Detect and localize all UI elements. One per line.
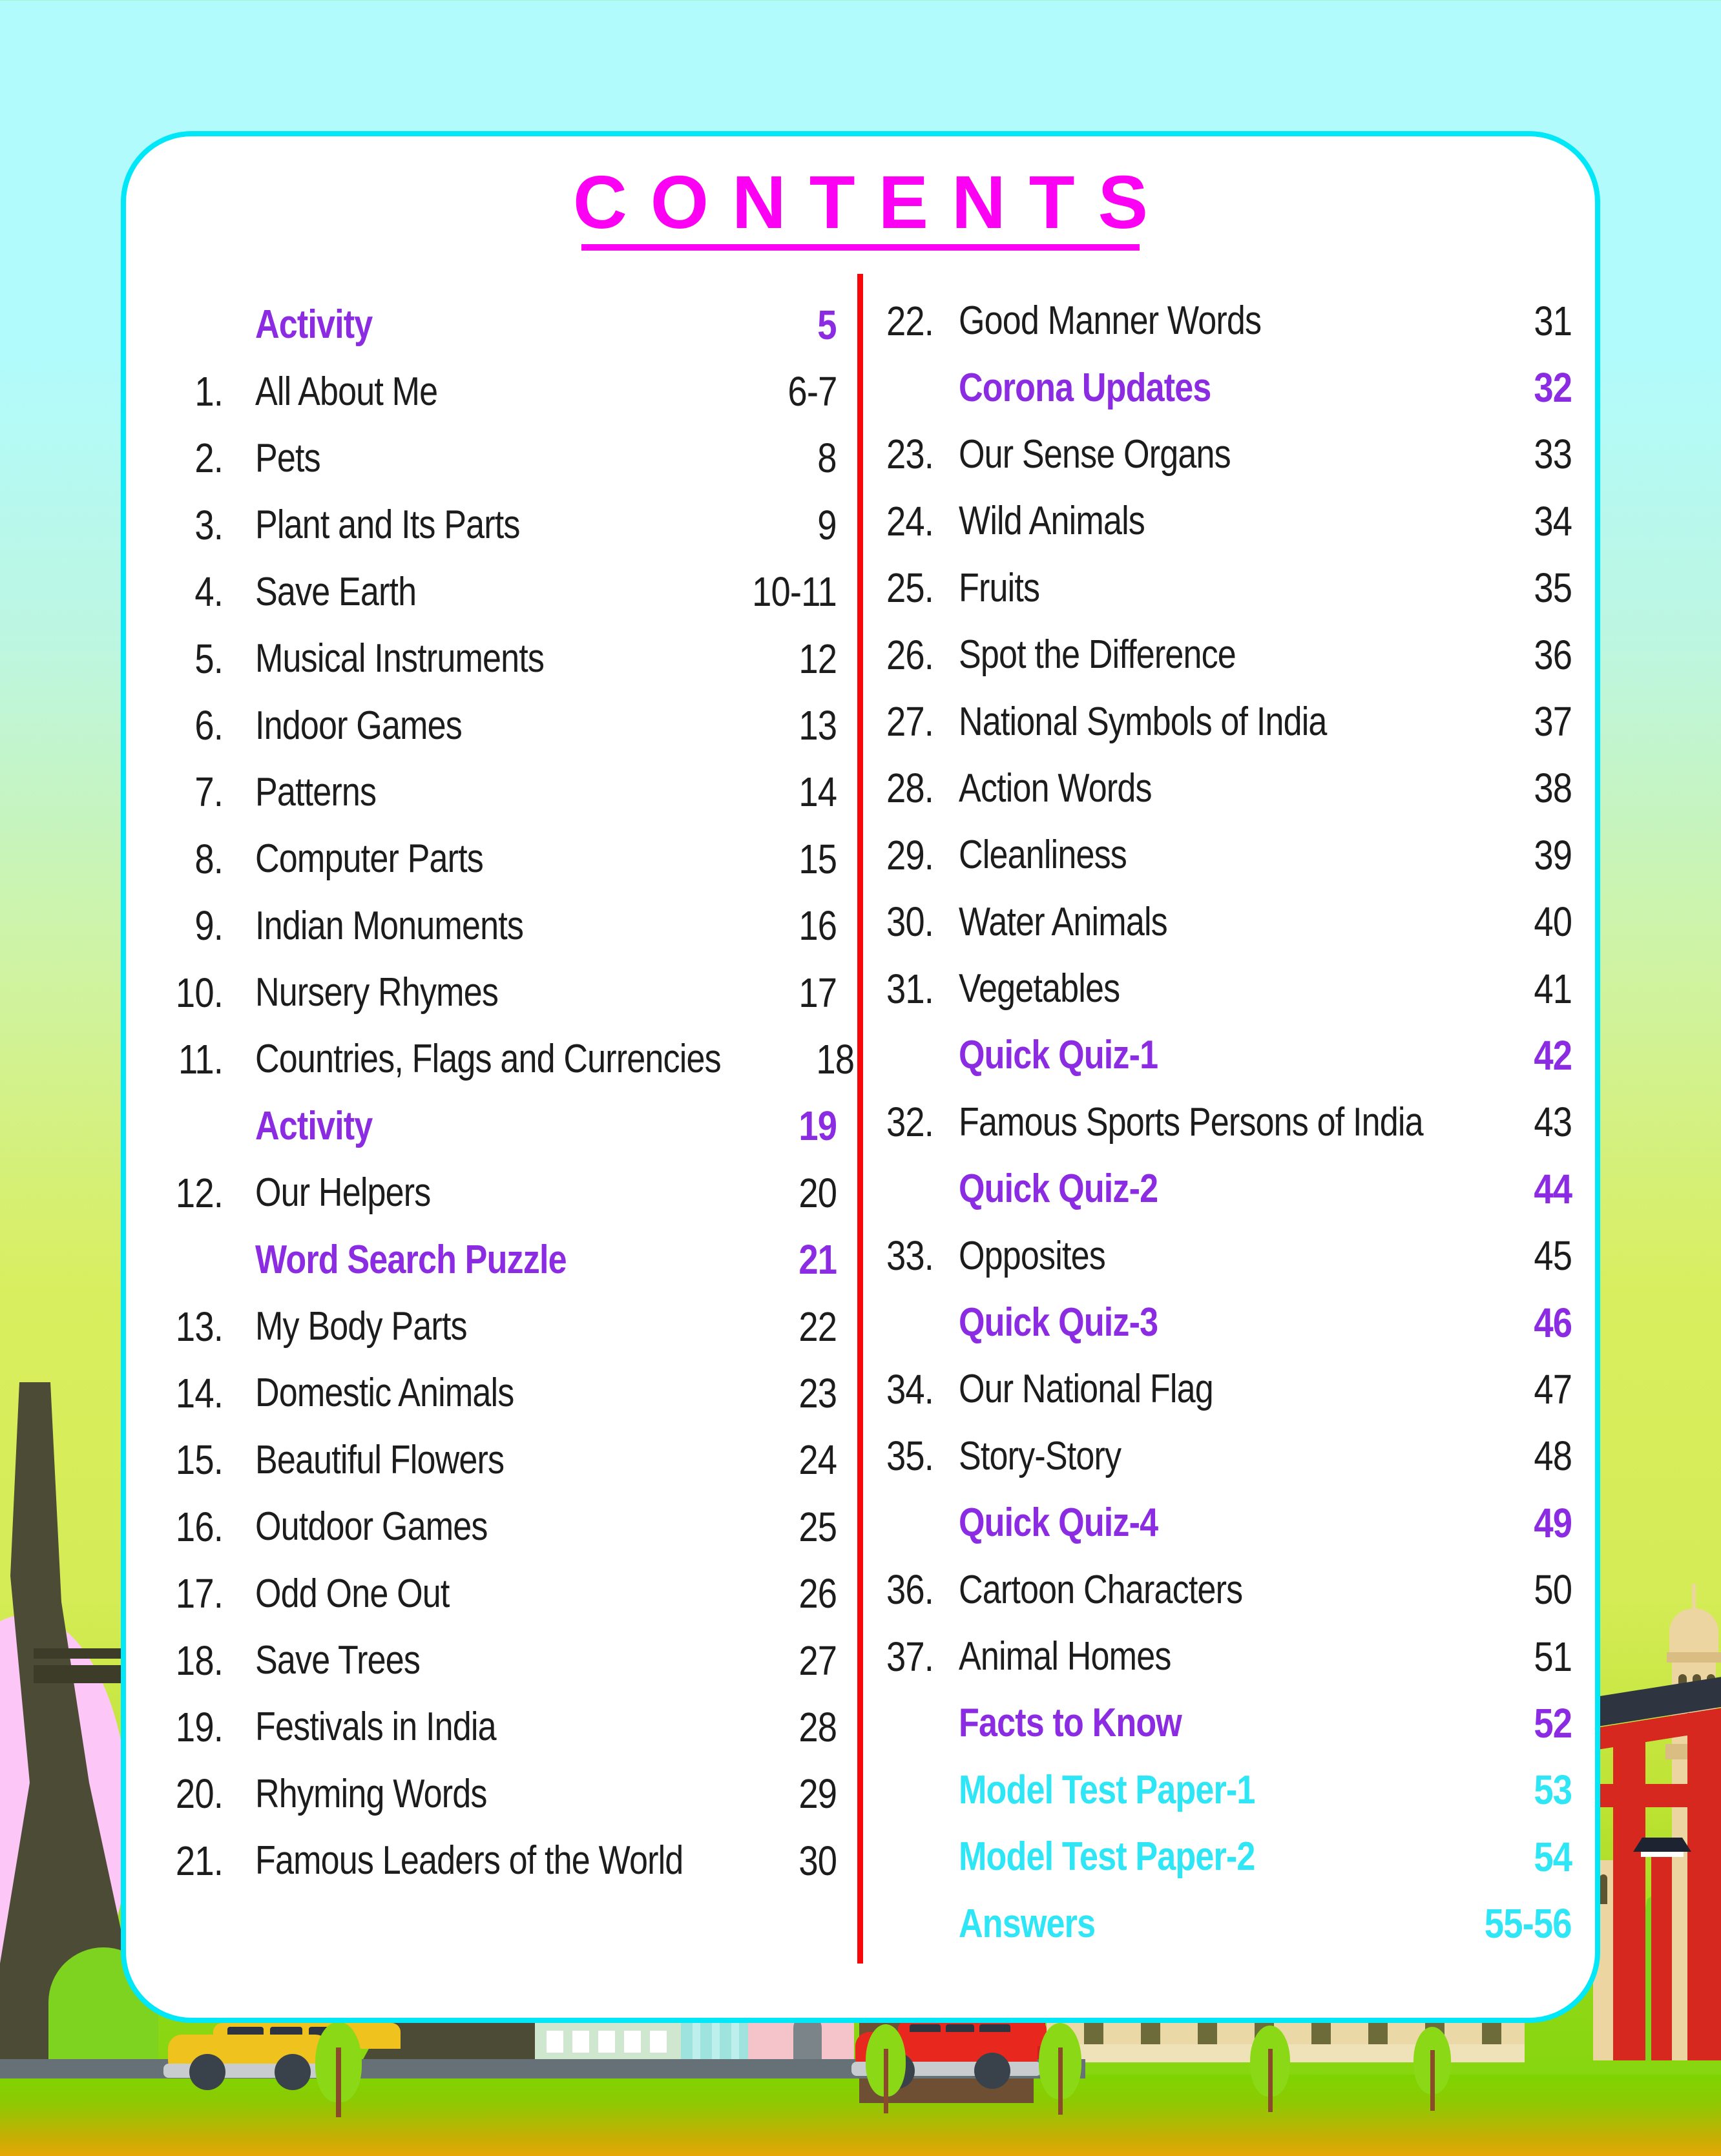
toc-entry-page: 13 xyxy=(798,702,837,749)
toc-entry-label: Our Sense Organs xyxy=(959,431,1231,477)
toc-entry-number: 23. xyxy=(886,431,934,478)
toc-entry-page: 10-11 xyxy=(752,568,837,616)
toc-entry-label: Water Animals xyxy=(959,899,1167,944)
toc-entry-label: Quick Quiz-4 xyxy=(959,1500,1158,1546)
toc-entry-page: 20 xyxy=(798,1169,837,1216)
toc-entry-page: 16 xyxy=(798,902,837,949)
toc-right-column xyxy=(879,287,1572,1957)
window-icon xyxy=(572,2031,589,2053)
toc-entry-page: 52 xyxy=(1534,1699,1572,1747)
toc-row xyxy=(149,1026,855,1092)
toc-entry-label: Countries, Flags and Currencies xyxy=(255,1037,721,1082)
toc-entry-page: 27 xyxy=(798,1637,837,1684)
minaret-window-icon xyxy=(1600,1874,1607,1904)
toc-entry-label: Musical Instruments xyxy=(255,636,545,681)
toc-row xyxy=(879,1156,1572,1222)
toc-row xyxy=(149,1493,837,1560)
toc-row xyxy=(879,1823,1572,1890)
shrine-lantern-band xyxy=(1641,1852,1684,1857)
toc-entry-page: 45 xyxy=(1534,1232,1572,1280)
minaret-collar xyxy=(1667,1652,1721,1663)
toc-entry-label: Save Earth xyxy=(255,569,417,614)
toc-entry-page: 53 xyxy=(1534,1767,1572,1814)
shrine-lantern-roof-icon xyxy=(1633,1838,1691,1852)
toc-entry-number: 4. xyxy=(194,568,223,616)
toc-entry-number: 21. xyxy=(175,1837,223,1884)
toc-entry-number: 28. xyxy=(886,765,934,812)
toc-entry-label: Domestic Animals xyxy=(255,1371,514,1416)
toc-row xyxy=(149,1560,837,1626)
toc-row xyxy=(879,354,1572,420)
toc-entry-page: 23 xyxy=(798,1369,837,1416)
toc-entry-number: 1. xyxy=(194,368,223,415)
toc-entry-label: Opposites xyxy=(959,1233,1105,1278)
toc-entry-page: 51 xyxy=(1534,1633,1572,1680)
toc-entry-number: 34. xyxy=(886,1365,934,1413)
window-icon xyxy=(547,2031,563,2053)
toc-entry-label: Cleanliness xyxy=(959,833,1127,878)
toc-entry-label: National Symbols of India xyxy=(959,699,1327,744)
toc-row xyxy=(149,759,837,825)
eiffel-tower-deck xyxy=(34,1665,123,1683)
toc-entry-number: 5. xyxy=(194,635,223,682)
toc-entry-label: Our National Flag xyxy=(959,1367,1213,1412)
toc-row xyxy=(149,1293,837,1360)
toc-entry-page: 28 xyxy=(798,1703,837,1750)
toc-entry-page: 49 xyxy=(1534,1499,1572,1546)
toc-entry-label: Famous Leaders of the World xyxy=(255,1838,683,1883)
toc-row xyxy=(149,1226,837,1292)
toc-entry-label: Action Words xyxy=(959,765,1152,811)
car-wheel-icon xyxy=(974,2053,1010,2089)
toc-row xyxy=(879,1690,1572,1756)
toc-entry-page: 24 xyxy=(798,1436,837,1484)
toc-row xyxy=(879,1423,1572,1489)
toc-entry-label: Facts to Know xyxy=(959,1701,1182,1746)
toc-entry-page: 21 xyxy=(798,1236,837,1283)
toc-entry-label: Corona Updates xyxy=(959,365,1211,410)
toc-row xyxy=(879,421,1572,488)
toc-row xyxy=(149,1427,837,1493)
toc-entry-label: Outdoor Games xyxy=(255,1504,488,1550)
toc-entry-number: 18. xyxy=(175,1637,223,1684)
toc-row xyxy=(879,1022,1572,1088)
toc-entry-page: 6-7 xyxy=(787,368,837,415)
toc-entry-number: 7. xyxy=(194,769,223,816)
toc-entry-number: 3. xyxy=(194,501,223,548)
toc-entry-page: 40 xyxy=(1534,898,1572,946)
toc-entry-label: Model Test Paper-2 xyxy=(959,1834,1255,1880)
toc-row xyxy=(149,959,837,1026)
toc-entry-label: Quick Quiz-3 xyxy=(959,1300,1158,1345)
toc-row xyxy=(149,1360,837,1426)
window-icon xyxy=(624,2031,641,2053)
toc-entry-page: 50 xyxy=(1534,1566,1572,1613)
toc-entry-label: Quick Quiz-2 xyxy=(959,1166,1158,1212)
toc-entry-number: 17. xyxy=(175,1570,223,1617)
toc-entry-label: Word Search Puzzle xyxy=(255,1237,567,1282)
toc-entry-label: Fruits xyxy=(959,565,1040,610)
toc-entry-page: 38 xyxy=(1534,765,1572,812)
toc-entry-page: 30 xyxy=(798,1837,837,1884)
toc-row xyxy=(879,621,1572,688)
toc-row xyxy=(879,1222,1572,1289)
toc-entry-page: 26 xyxy=(798,1570,837,1617)
toc-entry-number: 29. xyxy=(886,831,934,878)
toc-entry-number: 31. xyxy=(886,965,934,1012)
toc-entry-label: Good Manner Words xyxy=(959,298,1262,344)
toc-row xyxy=(879,555,1572,621)
toc-row xyxy=(149,825,837,892)
toc-entry-page: 12 xyxy=(798,635,837,682)
torii-gate-right-post xyxy=(1687,1713,1721,2060)
toc-entry-page: 19 xyxy=(798,1103,837,1150)
toc-entry-label: Odd One Out xyxy=(255,1571,450,1616)
toc-entry-label: Story-Story xyxy=(959,1433,1121,1478)
toc-entry-label: Rhyming Words xyxy=(255,1771,487,1816)
toc-entry-number: 26. xyxy=(886,631,934,678)
toc-row xyxy=(149,893,837,959)
toc-entry-page: 43 xyxy=(1534,1099,1572,1146)
toc-entry-number: 27. xyxy=(886,698,934,745)
toc-entry-label: Famous Sports Persons of India xyxy=(959,1099,1423,1145)
toc-entry-number: 33. xyxy=(886,1232,934,1280)
toc-row xyxy=(879,822,1572,888)
toc-entry-number: 30. xyxy=(886,898,934,946)
toc-entry-label: Indian Monuments xyxy=(255,903,524,948)
toc-entry-label: Beautiful Flowers xyxy=(255,1437,505,1482)
toc-entry-number: 9. xyxy=(194,902,223,949)
toc-entry-number: 16. xyxy=(175,1503,223,1550)
toc-row xyxy=(879,889,1572,955)
toc-row xyxy=(149,625,837,692)
toc-entry-page: 34 xyxy=(1534,497,1572,544)
toc-row xyxy=(149,1827,837,1894)
toc-row xyxy=(149,1761,837,1827)
toc-row xyxy=(879,1089,1572,1156)
toc-entry-page: 44 xyxy=(1534,1165,1572,1212)
shrine-lantern-post xyxy=(1651,1857,1672,2060)
toc-entry-number: 32. xyxy=(886,1099,934,1146)
toc-entry-number: 35. xyxy=(886,1433,934,1480)
toc-entry-label: Answers xyxy=(959,1901,1096,1946)
toc-entry-number: 12. xyxy=(175,1169,223,1216)
toc-entry-page: 54 xyxy=(1534,1833,1572,1880)
toc-entry-label: Our Helpers xyxy=(255,1170,431,1216)
toc-row xyxy=(879,1289,1572,1356)
toc-row xyxy=(149,1694,837,1760)
toc-entry-number: 11. xyxy=(178,1035,223,1083)
toc-entry-number: 25. xyxy=(886,565,934,612)
toc-entry-number: 14. xyxy=(175,1369,223,1416)
toc-row xyxy=(879,688,1572,754)
toc-entry-number: 13. xyxy=(175,1303,223,1350)
toc-row xyxy=(149,425,837,492)
toc-entry-page: 29 xyxy=(798,1770,837,1818)
toc-entry-page: 8 xyxy=(817,435,837,482)
toc-entry-page: 15 xyxy=(798,835,837,882)
toc-entry-page: 47 xyxy=(1534,1365,1572,1413)
minaret-spike xyxy=(1692,1584,1696,1615)
toc-entry-number: 20. xyxy=(175,1770,223,1818)
toc-entry-label: Plant and Its Parts xyxy=(255,503,520,548)
toc-left-column xyxy=(149,291,855,1894)
toc-entry-page: 18 xyxy=(816,1035,855,1083)
car-wheel-icon xyxy=(275,2054,311,2090)
toc-entry-label: Indoor Games xyxy=(255,703,462,748)
toc-row xyxy=(149,492,837,558)
toc-entry-page: 33 xyxy=(1534,431,1572,478)
toc-row xyxy=(879,1556,1572,1622)
toc-entry-number: 36. xyxy=(886,1566,934,1613)
toc-entry-label: Computer Parts xyxy=(255,836,483,882)
toc-entry-label: All About Me xyxy=(255,369,438,414)
eiffel-tower-platform xyxy=(34,1648,123,1659)
toc-row xyxy=(149,1627,837,1694)
toc-row xyxy=(879,955,1572,1022)
toc-entry-number: 15. xyxy=(175,1436,223,1484)
toc-entry-number: 2. xyxy=(194,435,223,482)
column-divider xyxy=(857,274,863,1964)
toc-entry-number: 37. xyxy=(886,1633,934,1680)
torii-gate-left-post xyxy=(1613,1728,1645,2060)
toc-row xyxy=(149,1159,837,1226)
toc-row xyxy=(879,287,1572,354)
window-icon xyxy=(598,2031,615,2053)
toc-entry-number: 22. xyxy=(886,297,934,344)
toc-entry-page: 5 xyxy=(817,301,837,348)
toc-entry-page: 41 xyxy=(1534,965,1572,1012)
toc-entry-label: Pets xyxy=(255,435,320,481)
toc-entry-page: 35 xyxy=(1534,565,1572,612)
toc-entry-number: 10. xyxy=(175,969,223,1016)
title-underline xyxy=(581,244,1140,251)
toc-entry-page: 36 xyxy=(1534,631,1572,678)
toc-entry-label: Wild Animals xyxy=(959,499,1145,544)
toc-row xyxy=(149,291,837,358)
toc-row xyxy=(879,488,1572,554)
toc-row xyxy=(149,692,837,758)
toc-row xyxy=(879,1757,1572,1823)
page-title: CONTENTS xyxy=(573,160,1171,244)
toc-row xyxy=(149,559,837,625)
toc-entry-page: 25 xyxy=(798,1503,837,1550)
toc-entry-page: 42 xyxy=(1534,1031,1572,1079)
toc-entry-label: Festivals in India xyxy=(255,1705,496,1750)
toc-entry-number: 19. xyxy=(175,1703,223,1750)
toc-entry-page: 46 xyxy=(1534,1299,1572,1346)
toc-entry-label: Cartoon Characters xyxy=(959,1567,1243,1612)
toc-entry-page: 14 xyxy=(798,769,837,816)
toc-entry-page: 55-56 xyxy=(1485,1900,1572,1947)
toc-entry-page: 31 xyxy=(1534,297,1572,344)
toc-entry-label: Nursery Rhymes xyxy=(255,970,499,1015)
toc-row xyxy=(149,358,837,424)
toc-row xyxy=(879,1890,1572,1956)
toc-entry-label: Spot the Difference xyxy=(959,632,1236,678)
car-wheel-icon xyxy=(189,2054,225,2090)
toc-entry-number: 24. xyxy=(886,497,934,544)
toc-entry-page: 48 xyxy=(1534,1433,1572,1480)
toc-entry-label: Animal Homes xyxy=(959,1634,1171,1679)
toc-entry-label: Save Trees xyxy=(255,1638,421,1683)
toc-entry-page: 37 xyxy=(1534,698,1572,745)
toc-entry-page: 22 xyxy=(798,1303,837,1350)
toc-entry-label: Activity xyxy=(255,302,373,347)
toc-entry-page: 39 xyxy=(1534,831,1572,878)
toc-entry-label: Patterns xyxy=(255,769,377,814)
torii-gate-tie-beam xyxy=(1584,1784,1721,1807)
toc-entry-label: Quick Quiz-1 xyxy=(959,1033,1158,1078)
toc-row xyxy=(879,1356,1572,1422)
toc-entry-number: 8. xyxy=(194,835,223,882)
toc-entry-page: 17 xyxy=(798,969,837,1016)
toc-entry-label: My Body Parts xyxy=(255,1304,467,1349)
toc-entry-page: 32 xyxy=(1534,364,1572,411)
window-icon xyxy=(650,2031,667,2053)
toc-row xyxy=(879,1489,1572,1556)
toc-entry-number: 6. xyxy=(194,702,223,749)
toc-entry-label: Activity xyxy=(255,1103,373,1148)
toc-entry-label: Vegetables xyxy=(959,966,1120,1011)
toc-row xyxy=(149,1093,837,1159)
toc-row xyxy=(879,755,1572,822)
toc-row xyxy=(879,1623,1572,1690)
minaret-dome xyxy=(1669,1608,1718,1655)
toc-entry-label: Model Test Paper-1 xyxy=(959,1767,1255,1812)
toc-entry-page: 9 xyxy=(817,501,837,548)
